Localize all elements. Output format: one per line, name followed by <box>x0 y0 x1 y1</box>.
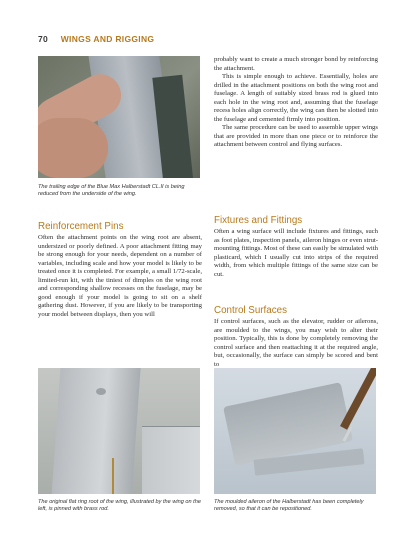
heading-fixtures-and-fittings: Fixtures and Fittings <box>214 215 303 226</box>
heading-control-surfaces: Control Surfaces <box>214 305 287 316</box>
paragraph: Often a wing surface will include fixtures and fittings, such as foot plates, inspection panels, aileron hinges or even strut-mounting fittings. Most of these can easily be simulated with plasticard, which I usually cut into strips of the required width, from which multiple fittings of the same size can be cut. <box>214 228 378 278</box>
paragraph: The same procedure can be used to assemble upper wings that are provided in more than one piece or to reinforce the attachment between control and flying surfaces. <box>214 124 378 149</box>
photo-wing-trailing-edge <box>38 56 200 178</box>
photo-removed-aileron <box>214 368 376 494</box>
caption-bottom-left-photo: The original flat ring root of the wing, illustrated by the wing on the left, is pinned with brass rod. <box>38 499 201 513</box>
caption-top-photo: The trailing edge of the Blue Max Halberstadt CL.II is being reduced from the underside of the wing. <box>38 184 185 198</box>
photo-wing-root-brass-rod <box>38 368 200 494</box>
paragraph: If control surfaces, such as the elevator, rudder or ailerons, are moulded to the wings, you may wish to alter their position. Typically, this is done by completely removing the control surface and then reattaching it at the required angle, but, occasionally, the surface can simply be scored and bent to <box>214 318 378 368</box>
paragraph: probably want to create a much stronger bond by reinforcing the attachment. <box>214 56 378 72</box>
text-fixtures-and-fittings <box>214 228 378 279</box>
section-title: WINGS AND RIGGING <box>60 34 155 44</box>
page-number: 70 <box>38 34 49 44</box>
running-header <box>38 34 154 44</box>
paragraph: Often the attachment points on the wing root are absent, undersized or poorly defined. A poor attachment fitting may be strong enough for your needs, dependent on a number of variables, including scale and how your model is likely to be treated once it is completed. For example, a small 1/72-scale, limited-run kit, with the tiniest of dimples on the wing root and corresponding shallow recesses on the fuselage, may be good enough if your model is going to sit on a shelf gathering dust. However, if you are likely to be transporting your model between displays, then you will <box>38 234 202 318</box>
text-control-surfaces <box>214 318 378 369</box>
caption-bottom-right-photo: The moulded aileron of the Halberstadt has been completely removed, so that it can be repositioned. <box>214 499 364 513</box>
heading-reinforcement-pins: Reinforcement Pins <box>38 221 124 232</box>
text-reinforcement-pins <box>38 234 202 319</box>
paragraph: This is simple enough to achieve. Essentially, holes are drilled in the attachment positions on both the wing root and fuselage. A length of suitably sized brass rod is glued into each hole in the wing root and, assuming that the fuselage recess holes align correctly, the wing can then be slotted into the fuselage and cemented firmly into position. <box>214 73 378 123</box>
text-continuation <box>214 56 378 150</box>
